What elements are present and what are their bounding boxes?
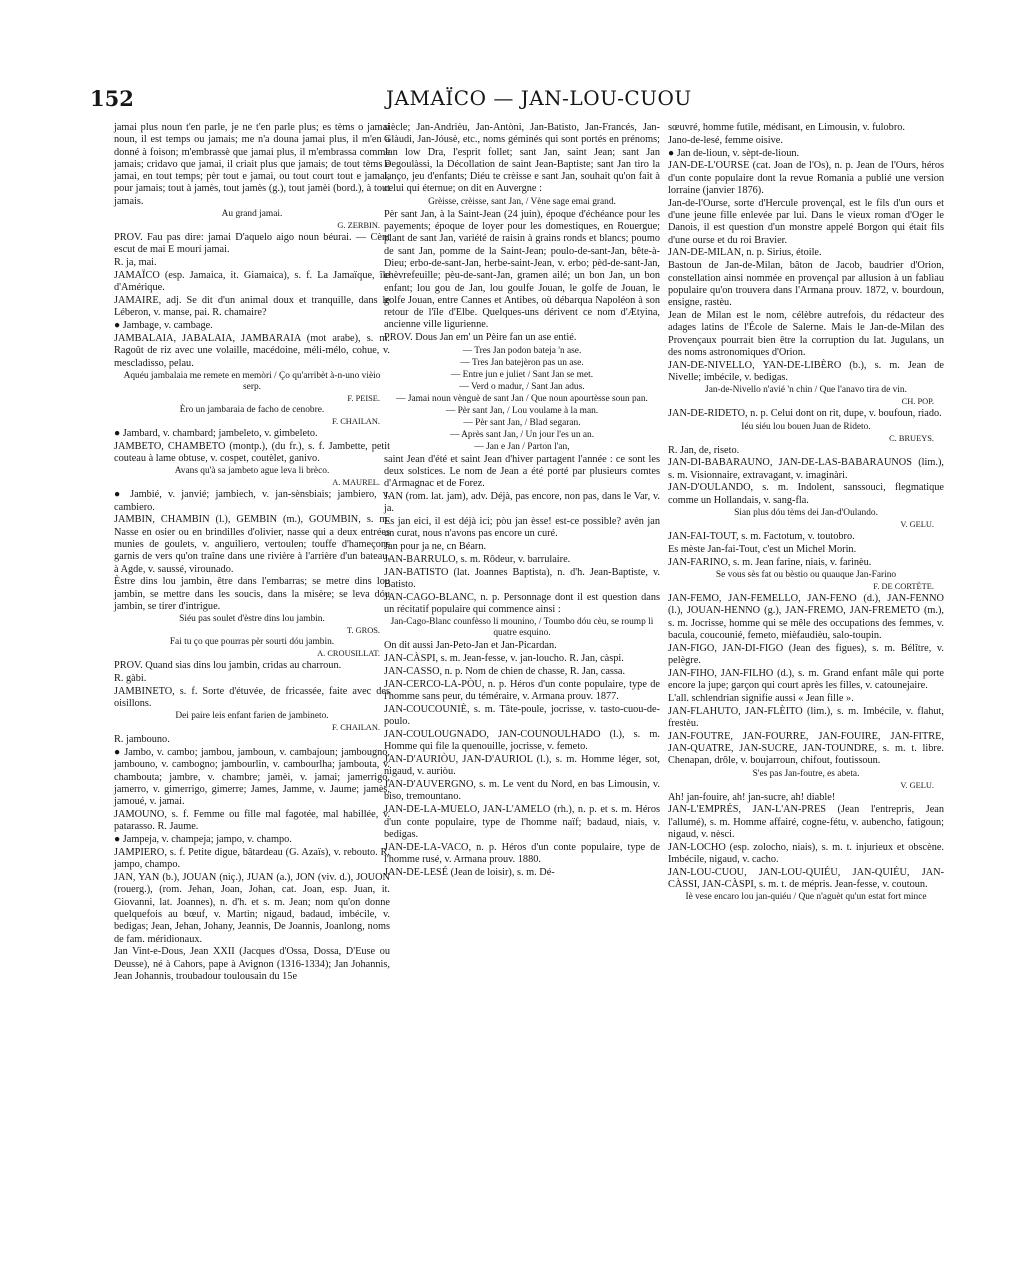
dictionary-entry: JAN-FLAHUTO, JAN-FLÈITO (lim.), s. m. Imbécile, v. flahut, frestèu.: [668, 705, 944, 729]
dictionary-entry: JAN-DE-MILAN, n. p. Sirius, étoile.: [668, 247, 822, 259]
citation-author: F. CHAILAN.: [332, 723, 380, 733]
dictionary-entry: JAMBALAIA, JABALAIA, JAMBARAIA (mot arabe), s. m. Ragoût de riz avec une volaille, macédoine, méli-mélo, cohue, v. mescladisso, pelau.: [114, 332, 390, 369]
dictionary-entry: Pèr sant Jan, à la Saint-Jean (24 juin), époque d'échéance pour les payements; époque de loyer pour les domestiques, en Rouergue; plant de sant Jan, variété de raisin à grains ronds et blancs; poumo de sant Jan, pomme de la Saint-Jean; poulo-de-sant-Jan, bête-à-Dieu; erbo-de-sant-Jan, herbe-saint-Jean, v. erbo; pèd-de-sant-Jan, chèvrefeuille; pèu-de-sant-Jan, gramen ailé; un bon Jan, un bon enfant; lou gou de Jan, lou goulfe Jouan, le golfe de Jouan, le golfe Jouan, entre Cannes et Antibes, où débarqua Napoléon à son retour de l'île d'Elbe. Quelques-uns dérivent ce nom d'Ætyina, ancienne ville ligurienne.: [384, 208, 660, 331]
dictionary-entry: ● Jambo, v. cambo; jambou, jamboun, v. cambajoun; jambougno, jambouno, v. cambogno; jambourlin, v. cambourlha; jambouta, v. chambouta; jambre, v. chambre; jamèi, v. jamai; jamerrigo, jamerro, v. gimerrigo, gimerre; James, Jamme, v. Jaume; jamès, jamoué, v. jamai.: [114, 747, 390, 808]
citation-author: A. CROUSILLAT.: [317, 649, 380, 659]
verse-quote: Èro un jambaraia de facho de cenobre.: [179, 404, 325, 415]
dictionary-entry: JAN-FIHO, JAN-FILHO (d.), s. m. Grand enfant mâle qui porte encore la jupe; garçon qui court après les filles, v. catounejaire.: [668, 667, 944, 691]
dictionary-entry: JAN-FIGO, JAN-DI-FIGO (Jean des figues), s. m. Bélître, v. pelègre.: [668, 642, 944, 666]
citation-author: V. GELU.: [900, 780, 934, 790]
dictionary-entry: JAN-DI-BABARAUNO, JAN-DE-LAS-BABARAUNOS (lim.), s. m. Visionnaire, extravagant, v. imaginàri.: [668, 457, 944, 481]
verse-quote: — Tres Jan batejèron pas un ase.: [460, 357, 584, 368]
dictionary-entry: ● Jambard, v. chambard; jambeleto, v. gimbeleto.: [114, 427, 318, 439]
citation-author: A. MAUREL.: [332, 478, 380, 488]
dictionary-entry: JAN-FEMO, JAN-FEMELLO, JAN-FENO (d.), JAN-FENNO (l.), JOUAN-HENNO (g.), JAN-FREMO, JAN-FREMETO (m.), s. m. Jocrisse, homme qui se mêle des occupations des femmes, v. bacula, coucounié, femeto, mièfaudièu, salo-toupin.: [668, 592, 944, 641]
dictionary-entry: saint Jean d'été et saint Jean d'hiver partagent l'année : ce sont les deux solstices. Le nom de Jean a été porté par plusieurs comtes d'Armagnac et de Forez.: [384, 453, 660, 490]
verse-quote: — Verd o madur, / Sant Jan adus.: [459, 381, 585, 392]
citation-author: T. GROS.: [346, 626, 380, 636]
page-header: [90, 86, 960, 116]
verse-quote: Sian plus dóu tèms dei Jan-d'Oulando.: [734, 508, 878, 519]
dictionary-entry: ● Jambage, v. cambage.: [114, 320, 213, 332]
dictionary-entry: Es jan eici, il est déjà ici; pòu jan èsse! est-ce possible? avèn jan un curat, nous n'avons pas encore un curé.: [384, 516, 660, 540]
dictionary-entry: JAMAÏCO (esp. Jamaica, it. Giamaica), s. f. La Jamaïque, île d'Amérique.: [114, 269, 390, 294]
verse-quote: Iéu siéu lou bouen Juan de Rideto.: [741, 421, 871, 432]
dictionary-entry: JAN-BARRULO, s. m. Rôdeur, v. barrulaire.: [384, 553, 571, 565]
dictionary-entry: siècle; Jan-Andrièu, Jan-Antòni, Jan-Batisto, Jan-Francés, Jan-Glàudi, Jan-Jóusè, etc., noms géminés qui sont portés en prénoms; Jan low Dra, l'esprit follet; sant Jan, saint Jean; sant Jan Degoulàssi, la Décollation de saint Jean-Baptiste; sant Jan tiro la lanço, jeu d'enfants; Diéu te crèisse e sant Jan, souhait qu'on fait à celui qui éternue; on dit en Auvergne :: [384, 122, 660, 195]
dictionary-entry: Jan pour ja ne, cn Béarn.: [384, 541, 487, 553]
dictionary-entry: ● Jampeja, v. champeja; jampo, v. champo.: [114, 834, 292, 846]
verse-quote: Grèisse, crèisse, sant Jan, / Vène sage emai grand.: [428, 196, 616, 207]
dictionary-entry: R. jambouno.: [114, 734, 170, 746]
running-title: JAMAÏCO — JAN-LOU-CUOU: [386, 86, 692, 110]
dictionary-entry: JAMBIN, CHAMBIN (l.), GEMBIN (m.), GOUMBIN, s. m. Nasse en osier ou en brindilles d'olivier, nasse qui a deux entrées munies de goulets, v. anguiliero, vertoulen; touffe d'hameçons garnis de vers qu'on traîne dans une rivière à l'arrière d'un bateau, à Agde, v. saussé, virounado.: [114, 514, 390, 575]
dictionary-entry: JAN (rom. lat. jam), adv. Déjà, pas encore, non pas, dans le Var, v. ja.: [384, 490, 660, 515]
dictionary-entry: JAN-DE-LESÉ (Jean de loisir), s. m. Dé-: [384, 866, 555, 878]
citation-author: F. PEISE.: [347, 393, 380, 403]
dictionary-entry: JAN-COUCOUNIÈ, s. m. Tâte-poule, jocrisse, v. tasto-cuou-de-poulo.: [384, 703, 660, 728]
dictionary-entry: JAMBINETO, s. f. Sorte d'étuvée, de fricassée, faite avec des oisillons.: [114, 685, 390, 710]
dictionary-entry: JAN-DE-RIDETO, n. p. Celui dont on rit, dupe, v. boufoun, riado.: [668, 408, 942, 420]
dictionary-entry: JAN-COULOUGNADO, JAN-COUNOULHADO (l.), s. m. Homme qui file la quenouille, jocrisse, v. femeto.: [384, 728, 660, 753]
dictionary-entry: R. Jan, de, riseto.: [668, 444, 740, 456]
dictionary-entry: JAN-L'EMPRÉS, JAN-L'AN-PRES (Jean l'entrepris, Jean l'allumé), s. m. Homme affairé, cogne-fétu, v. aubencho, fatigoun; nigaud, v. nèsci.: [668, 804, 944, 840]
verse-quote: Aquéu jambalaia me remete en memòri / Ço qu'arribèt à-n-uno vièio serp.: [123, 370, 381, 392]
dictionary-entry: Èstre dins lou jambin, être dans l'embarras; se metre dins lou jambin, se mettre dans les soucis, dans la misère; se leva dóu jambin, se tirer d'intrigue.: [114, 576, 390, 612]
dictionary-entry: JAN-LOU-CUOU, JAN-LOU-QUIÉU, JAN-QUIÉU, JAN-CÀSSI, JAN-CÀSPI, s. m. t. de mépris. Jean-fesse, v. coutoun.: [668, 866, 944, 891]
dictionary-entry: On dit aussi Jan-Peto-Jan et Jan-Picardan.: [384, 640, 557, 652]
dictionary-entry: JAN-FARINO, s. m. Jean farine, niais, v. farinèu.: [668, 556, 872, 568]
citation-author: C. BRUEYS.: [889, 433, 934, 443]
dictionary-entry: L'all. schlendrian signifie aussi « Jean fille ».: [668, 692, 854, 704]
verse-quote: Siéu pas soulet d'èstre dins lou jambin.: [179, 614, 325, 625]
column-left: [114, 122, 390, 984]
citation-author: V. GELU.: [900, 520, 934, 530]
verse-quote: Se vous sès fat ou bèstio ou quauque Jan-Farino: [715, 569, 897, 580]
dictionary-entry: JAN, YAN (b.), JOUAN (niç.), JUAN (a.), JON (viv. d.), JOUON (rouerg.), (rom. Jehan, Joan, Johan, cat. Joan, esp. Juan, it. Giovanni, lat. Joannes), n. d'h. et s. m. Jean; nom qu'on donne quelquefois au bœuf, v. Martin; nigaud, badaud, imbécile, v. bedigas; Jean, Jehan, Johany, Jeannis, De Joannis, Joanlong, noms de fam. méridionaux.: [114, 872, 390, 945]
dictionary-entry: ● Jan de-lioun, v. sèpt-de-lioun.: [668, 147, 800, 159]
dictionary-entry: PROV. Fau pas dire: jamai D'aquelo aigo noun béurai. — Cènt escut de mai E mourí jamai.: [114, 232, 390, 256]
verse-quote: Jan-Cago-Blanc counfèsso li mounino, / Toumbo dóu cèu, se roump li quatre esquino.: [390, 617, 654, 639]
dictionary-entry: JAN-CERCO-LA-PÒU, n. p. Héros d'un conte populaire, type de l'homme sans peur, du téméraire, v. Armana prouv. 1877.: [384, 678, 660, 703]
dictionary-entry: JAMBETO, CHAMBETO (montp.), (du fr.), s. f. Jambette, petit couteau à lame obtuse, v. cospet, coutèlet, ganivo.: [114, 440, 390, 464]
dictionary-entry: jamai plus noun t'en parle, je ne t'en parle plus; es tèms o jamai noun, il est temps ou jamais; me n'a douna jamai plus, il m'en a donné à foison; m'embrassè que jamai plus, il m'embrassa comme jamais; cridavo que jamai, il criait plus que jamais; de tout tèms e jamai, en tout temps; pèr tout e jamai, ou tout court tout e jamai, pour jamais; tout à jamès, tout jamès (g.), tout jamèi (bord.), à tout jamais.: [114, 122, 390, 207]
dictionary-entry: JAN-DE-NIVELLO, YAN-DE-LIBÈRO (b.), s. m. Jean de Nivelle; imbécile, v. bedigas.: [668, 359, 944, 383]
column-middle: [384, 122, 660, 880]
verse-quote: — Jamai noun vènguè de sant Jan / Que noun apourtèsse soun pan.: [396, 393, 648, 404]
dictionary-entry: Jano-de-lesé, femme oisive.: [668, 134, 783, 146]
dictionary-entry: JAMAIRE, adj. Se dit d'un animal doux et tranquille, dans le Léberon, v. manse, pai. R. chamaire?: [114, 295, 390, 319]
dictionary-entry: JAN-LOCHO (esp. zolocho, niais), s. m. t. injurieux et obscène. Imbécile, nigaud, v. cacho.: [668, 841, 944, 866]
verse-quote: Dei paire leis enfant farien de jambineto.: [175, 711, 329, 722]
verse-quote: — Entre jun e juliet / Sant Jan se met.: [450, 369, 594, 380]
dictionary-entry: JAN-DE-LA-VACO, n. p. Héros d'un conte populaire, type de l'homme rusé, v. Armana prouv. 1880.: [384, 841, 660, 865]
verse-quote: Avans qu'à sa jambeto ague leva li brèco.: [174, 466, 330, 477]
dictionary-entry: ● Jambié, v. janvié; jambiech, v. jan-sènsbiais; jambiero, v. cambiero.: [114, 489, 390, 513]
dictionary-entry: JAN-DE-L'OURSE (cat. Joan de l'Os), n. p. Jean de l'Ours, héros d'un conte populaire dont la revue Romania a publié une version lorraine (janvier 1876).: [668, 160, 944, 196]
citation-author: G. ZERBIN.: [337, 221, 380, 231]
dictionary-entry: JAN-CASSO, n. p. Nom de chien de chasse, R. Jan, cassa.: [384, 666, 626, 677]
dictionary-entry: PROV. Dous Jan em' un Pèire fan un ase entié.: [384, 332, 577, 344]
dictionary-entry: JAN-FAI-TOUT, s. m. Factotum, v. toutobro.: [668, 531, 855, 543]
verse-quote: Fai tu ço que pourras pèr sourti dóu jambin.: [169, 637, 335, 648]
dictionary-entry: PROV. Quand sias dins lou jambin, cridas au charroun.: [114, 660, 342, 672]
dictionary-entry: Jean de Milan est le nom, célèbre autrefois, du rédacteur des adages latins de l'École de Salerne. Mais le Jan-de-Milan des Provençaux pourrait bien être la corruption du lat. Jugulans, un des noms astronomiques d'Orion.: [668, 309, 944, 358]
dictionary-entry: JAN-D'AURIÒU, JAN-D'AURIOL (l.), s. m. Homme léger, sot, nigaud, v. auriòu.: [384, 754, 660, 778]
verse-quote: — Jan e Jan / Parton l'an,: [474, 441, 570, 452]
dictionary-entry: JAMPIERO, s. f. Petite digue, bâtardeau (G. Azaïs), v. rebouto. R. jampo, champo.: [114, 847, 390, 871]
dictionary-entry: Es mèste Jan-fai-Tout, c'est un Michel Morin.: [668, 543, 857, 555]
dictionary-entry: JAMOUNO, s. f. Femme ou fille mal fagotée, mal habillée, v. patarasso. R. Jaume.: [114, 809, 390, 833]
verse-quote: S'es pas Jan-foutre, es abeta.: [752, 768, 860, 779]
dictionary-entry: R. gàbi.: [114, 673, 147, 684]
dictionary-entry: R. ja, mai.: [114, 257, 157, 269]
verse-quote: — Après sant Jan, / Un jour l'es un an.: [449, 429, 595, 440]
verse-quote: Iè vese encaro lou jan-quiéu / Que n'aguèt qu'un estat fort mince: [685, 892, 927, 903]
dictionary-entry: JAN-D'AUVERGNO, s. m. Le vent du Nord, en bas Limousin, v. biso, tremountano.: [384, 779, 660, 803]
verse-quote: — Tres Jan podon bateja 'n ase.: [462, 345, 582, 356]
dictionary-entry: JAN-CAGO-BLANC, n. p. Personnage dont il est question dans un récitatif populaire qui commence ainsi :: [384, 591, 660, 616]
citation-author: F. CHAILAN.: [332, 416, 380, 426]
dictionary-entry: sœuvré, homme futile, médisant, en Limousin, v. fulobro.: [668, 122, 905, 133]
dictionary-entry: Ah! jan-fouire, ah! jan-sucre, ah! diable!: [668, 791, 836, 803]
dictionary-entry: JAN-DE-LA-MUELO, JAN-L'AMELO (rh.), n. p. et s. m. Héros d'un conte populaire, type de l'homme naïf; badaud, niais, v. bedigas.: [384, 804, 660, 840]
page-number: 152: [90, 86, 134, 111]
dictionary-entry: Jan Vint-e-Dous, Jean XXII (Jacques d'Ossa, Dossa, D'Euse ou Deusse), né à Cahors, pape à Avignon (1316-1334); Jan Johannis, Jean Johannis, troubadour toulousain du 15e: [114, 946, 390, 983]
verse-quote: Au grand jamai.: [221, 209, 283, 220]
dictionary-entry: JAN-BATISTO (lat. Joannes Baptista), n. d'h. Jean-Baptiste, v. Batisto.: [384, 566, 660, 591]
dictionary-entry: JAN-FOUTRE, JAN-FOURRE, JAN-FOUIRE, JAN-FITRE, JAN-QUATRE, JAN-SUCRE, JAN-TOUNDRE, s. m. t. libre. Chenapan, drôle, v. boujarroun, chifout, foutissoun.: [668, 730, 944, 767]
citation-author: F. DE CORTÈTE.: [873, 581, 934, 591]
dictionary-entry: Jan-de-l'Ourse, sorte d'Hercule provençal, est le fils d'un ours et d'une jeune fille enlevée par lui. Dans le vieux roman d'Oger le Danois, il est question d'un monstre appelé Borgon qui était fils d'une ourse et du roi Bravier.: [668, 197, 944, 246]
column-right: [668, 122, 944, 904]
verse-quote: — Pèr sant Jan, / Lou voulame à la man.: [445, 405, 599, 416]
verse-quote: — Pèr sant Jan, / Blad segaran.: [463, 417, 581, 428]
dictionary-entry: JAN-CÀSPI, s. m. Jean-fesse, v. jan-loucho. R. Jan, càspi.: [384, 653, 624, 665]
dictionary-entry: JAN-D'OULANDO, s. m. Indolent, sanssouci, flegmatique comme un Hollandais, v. sang-fla.: [668, 482, 944, 506]
citation-author: CH. POP.: [901, 397, 934, 407]
dictionary-entry: Bastoun de Jan-de-Milan, bâton de Jacob, baudrier d'Orion, constellation ainsi nommée en provençal par allusion à un fabliau populaire qu'on trouvera dans l'Armana prouv. 1872, v. bourdoun, ensigne, rastèu.: [668, 260, 944, 309]
verse-quote: Jan-de-Nivello n'avié 'n chin / Que l'anavo tira de vin.: [705, 385, 907, 396]
